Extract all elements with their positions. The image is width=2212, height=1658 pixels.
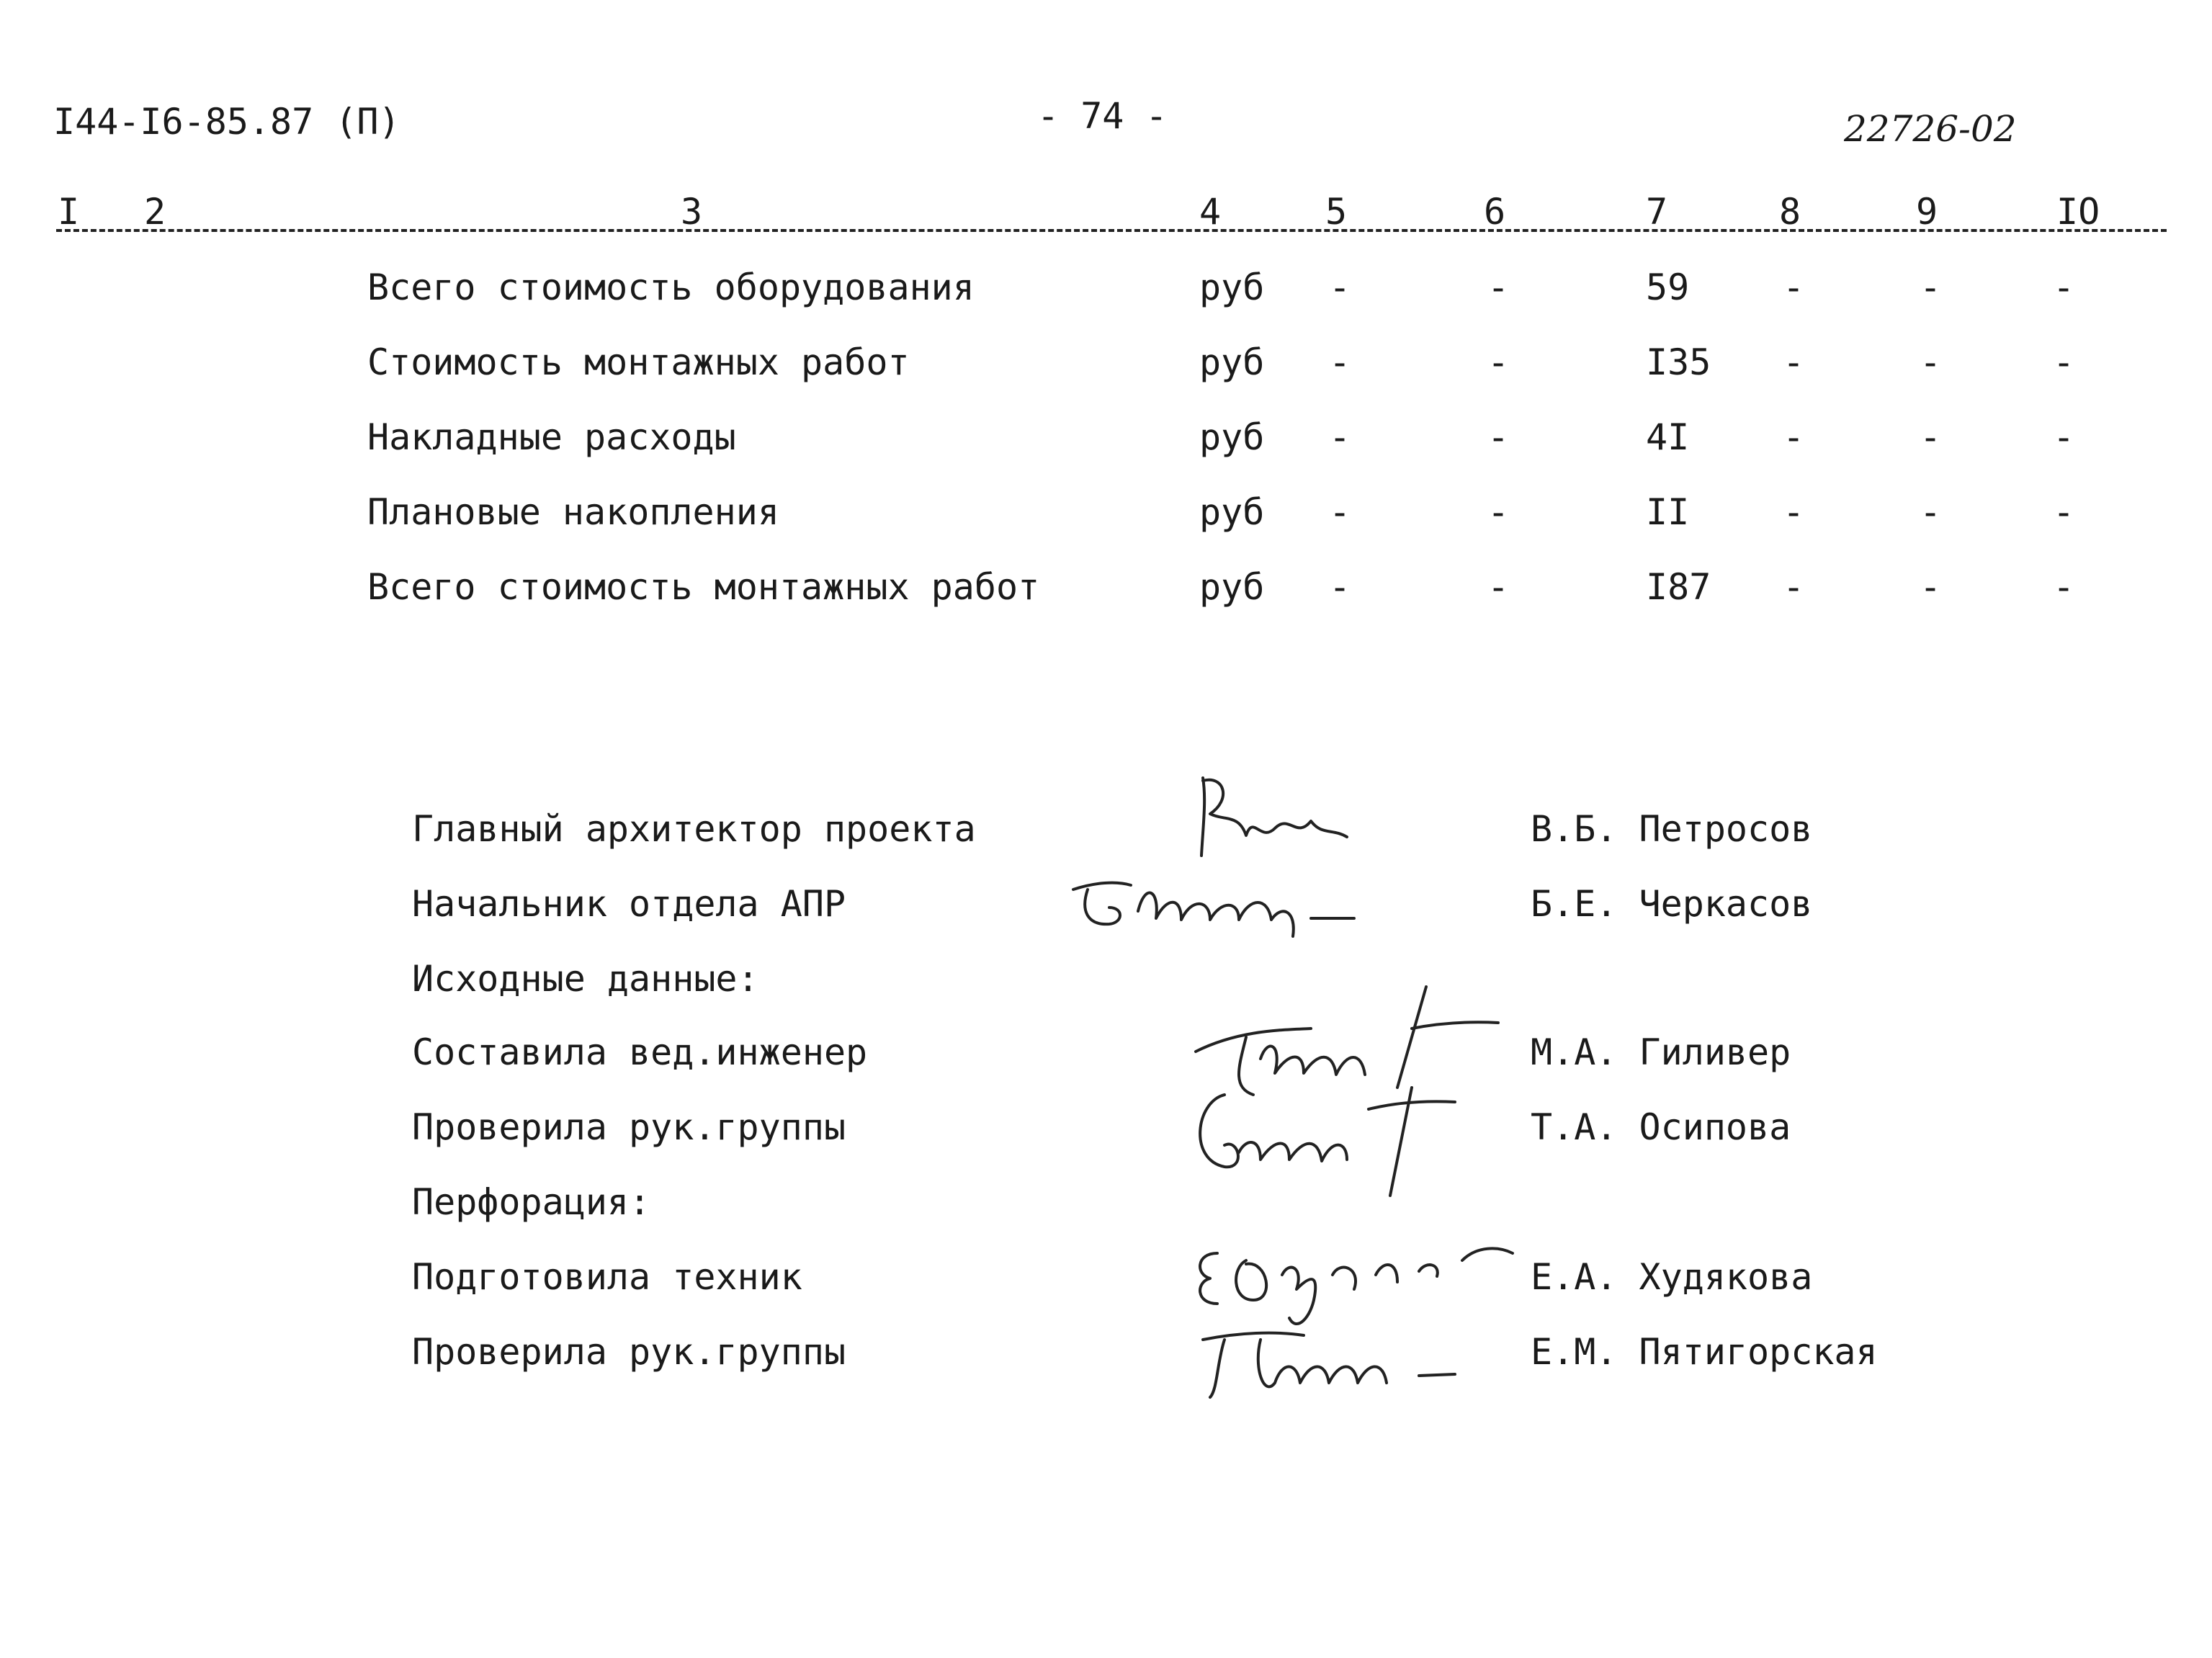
row-col7: II [1646,491,1690,533]
header-dashed-rule [56,229,2167,232]
column-number-9: 9 [1916,191,1938,233]
row-col6: - [1487,491,1510,533]
signature-petrosov [1181,771,1369,864]
row-col9: - [1920,266,1942,308]
row-name: Всего стоимость оборудования [367,266,975,308]
signature-cherkasov [1066,868,1397,947]
row-col10: - [2053,341,2075,383]
document-code: I44-I6-85.87 (П) [53,101,400,143]
signature-role: Подготовила техник [412,1256,802,1298]
row-col8: - [1783,416,1805,458]
row-col5: - [1329,266,1351,308]
row-unit: руб [1199,341,1265,383]
row-col6: - [1487,266,1510,308]
row-col9: - [1920,491,1942,533]
row-col10: - [2053,266,2075,308]
row-col10: - [2053,416,2075,458]
row-name: Плановые накопления [367,491,779,533]
signature-role: Главный архитектор проекта [412,808,976,850]
signature-role: Составила вед.инженер [412,1031,868,1073]
signatory-name: Е.М. Пятигорская [1531,1331,1878,1373]
row-unit: руб [1199,566,1265,608]
signatory-name: Б.Е. Черкасов [1531,883,1813,925]
signature-role: Начальник отдела АПР [412,883,846,925]
row-col7: I35 [1646,341,1711,383]
row-col5: - [1329,416,1351,458]
signatory-name: Е.А. Худякова [1531,1256,1813,1298]
row-unit: руб [1199,416,1265,458]
row-col6: - [1487,341,1510,383]
row-col8: - [1783,266,1805,308]
row-unit: руб [1199,491,1265,533]
column-number-10: IO [2056,191,2100,233]
column-number-6: 6 [1484,191,1506,233]
signatory-name: В.Б. Петросов [1531,808,1813,850]
signatory-name: Т.А. Осипова [1531,1106,1791,1148]
row-col5: - [1329,341,1351,383]
row-col7: I87 [1646,566,1711,608]
row-col7: 4I [1646,416,1690,458]
column-number-2: 2 [144,191,166,233]
section-heading: Перфорация: [412,1181,651,1223]
row-col6: - [1487,566,1510,608]
row-name: Всего стоимость монтажных работ [367,566,1040,608]
row-col9: - [1920,566,1942,608]
row-col5: - [1329,566,1351,608]
signatory-name: М.А. Гиливер [1531,1031,1791,1073]
row-col8: - [1783,491,1805,533]
column-number-4: 4 [1199,191,1222,233]
row-col10: - [2053,491,2075,533]
row-col8: - [1783,566,1805,608]
page-number: - 74 - [1037,95,1168,137]
column-number-3: 3 [681,191,703,233]
signature-role: Проверила рук.группы [412,1331,846,1373]
row-col7: 59 [1646,266,1690,308]
row-col9: - [1920,341,1942,383]
column-number-8: 8 [1779,191,1801,233]
signature-osipova [1181,1080,1469,1203]
row-col6: - [1487,416,1510,458]
column-number-7: 7 [1646,191,1668,233]
column-number-1: I [58,191,80,233]
column-number-5: 5 [1325,191,1348,233]
archive-number: 22726-02 [1844,108,2017,150]
row-col10: - [2053,566,2075,608]
row-col8: - [1783,341,1805,383]
row-col5: - [1329,491,1351,533]
row-col9: - [1920,416,1942,458]
row-unit: руб [1199,266,1265,308]
row-name: Накладные расходы [367,416,736,458]
section-heading: Исходные данные: [412,958,759,1000]
row-name: Стоимость монтажных работ [367,341,910,383]
signature-role: Проверила рук.группы [412,1106,846,1148]
signature-pyatigorskaya [1196,1318,1484,1412]
